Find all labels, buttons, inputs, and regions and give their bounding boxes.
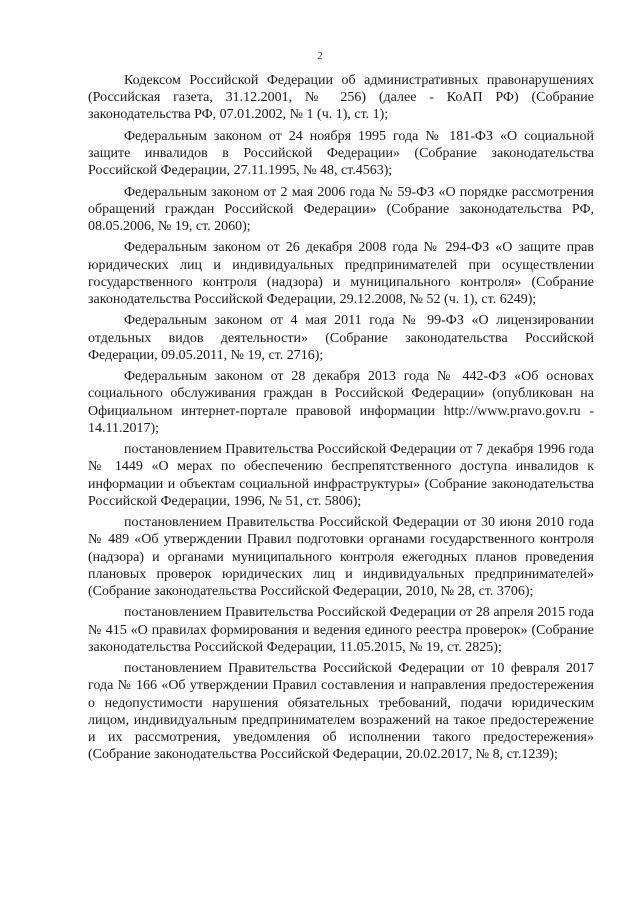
legal-reference-paragraph: Федеральным законом от 28 декабря 2013 года № 442-ФЗ «Об основах социального обслуживания граждан в Российской Федерации» (опубликован на Официальном интернет-портале правовой информации http://www.pravo.gov.ru - 14.11.2017); — [88, 369, 594, 436]
legal-reference-paragraph: Федеральным законом от 26 декабря 2008 года № 294-ФЗ «О защите прав юридических лиц и индивидуальных предпринимателей при осуществлении государственного контроля (надзора) и муниципального контроля» (Собрание законодательства Российской Федерации, 29.12.2008, № 52 (ч. 1), ст. 6249); — [88, 240, 594, 307]
legal-reference-paragraph: Федеральным законом от 24 ноября 1995 года № 181-ФЗ «О социальной защите инвалидов в Российской Федерации» (Собрание законодательства Российской Федерации, 27.11.1995, № 48, ст.4563); — [88, 128, 594, 179]
legal-reference-paragraph: постановлением Правительства Российской Федерации от 30 июня 2010 года № 489 «Об утверждении Правил подготовки органами государственного контроля (надзора) и органами муниципального контроля ежегодных планов проведения плановых проверок юридических лиц и индивидуальных предпринимателей» (Собрание законодательства Российской Федерации, 2010, № 28, ст. 3706); — [88, 515, 594, 599]
legal-reference-paragraph: Федеральным законом от 4 мая 2011 года № 99-ФЗ «О лицензировании отдельных видов деятельности» (Собрание законодательства Российской Федерации, 09.05.2011, № 19, ст. 2716); — [88, 313, 594, 363]
legal-reference-paragraph: постановлением Правительства Российской Федерации от 10 февраля 2017 года № 166 «Об утверждении Правил составления и направления предостережения о недопустимости нарушения обязательных требований, подачи юридическим лицом, индивидуальным предпринимателем возражений на такое предостережение и их рассмотрения, уведомления об исполнении такого предостережения» (Собрание законодательства Российской Федерации, 20.02.2017, № 8, ст.1239); — [88, 661, 594, 763]
legal-reference-paragraph: Кодексом Российской Федерации об административных правонарушениях (Российская газета, 31.12.2001, № 256) (далее - КоАП РФ) (Собрание законодательства РФ, 07.01.2002, № 1 (ч. 1), ст. 1); — [88, 73, 594, 123]
legal-reference-paragraph: Федеральным законом от 2 мая 2006 года № 59-ФЗ «О порядке рассмотрения обращений граждан Российской Федерации» (Собрание законодательства РФ, 08.05.2006, № 19, ст. 2060); — [88, 184, 594, 234]
legal-reference-paragraph: постановлением Правительства Российской Федерации от 7 декабря 1996 года № 1449 «О мерах по обеспечению беспрепятственного доступа инвалидов к информации и объектам социальной инфраструктуры» (Собрание законодательства Российской Федерации, 1996, № 51, ст. 5806); — [88, 442, 594, 509]
legal-reference-paragraph: постановлением Правительства Российской Федерации от 28 апреля 2015 года № 415 «О правилах формирования и ведения единого реестра проверок» (Собрание законодательства Российской Федерации, 11.05.2015, № 19, ст. 2825); — [88, 605, 594, 655]
document-body — [88, 72, 594, 768]
page-number: 2 — [317, 50, 323, 62]
